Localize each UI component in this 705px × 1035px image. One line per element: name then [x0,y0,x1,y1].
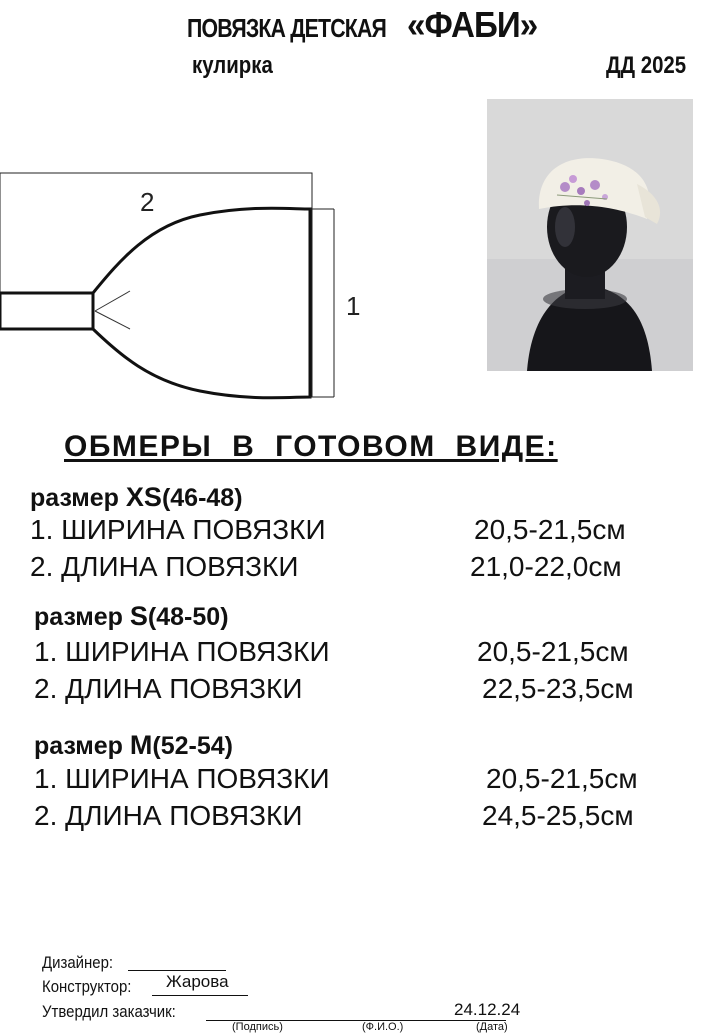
approved-label [42,1002,194,1022]
row-value: 20,5-21,5см [474,514,626,545]
row-label: 1. ШИРИНА ПОВЯЗКИ [34,763,330,794]
size-code: M [129,730,153,760]
date-value: 24.12.24 [454,1000,521,1019]
caption-signature: (Подпись) [232,1021,283,1033]
mannequin-photo [487,99,693,371]
sketch-body [93,208,310,398]
material-text: кулирка [192,52,273,79]
row-value: 20,5-21,5см [486,763,638,794]
designer-line [128,970,226,971]
size-title-s [34,601,229,632]
sketch-frame-top [0,173,312,397]
material-label [192,52,287,80]
designer-label-text: Дизайнер: [42,953,114,972]
approved-label-text: Утвердил заказчик: [42,1002,176,1021]
designer-label [42,953,123,973]
size-code: XS [125,482,162,512]
row-value: 22,5-23,5см [482,673,634,704]
title-name: «ФАБИ» [407,4,538,45]
title-main: ПОВЯЗКА ДЕТСКАЯ [187,13,387,43]
caption-date: (Дата) [476,1021,508,1033]
measurements-heading: ОБМЕРЫ В ГОТОВОМ ВИДЕ: [64,430,558,463]
size-range: (46-48) [161,484,243,512]
row-value: 24,5-25,5см [482,800,634,831]
size-title-xs [30,482,243,513]
gather-line-bottom [95,311,130,329]
document-title [187,4,549,46]
row-label: 2. ДЛИНА ПОВЯЗКИ [30,551,299,582]
size-code: S [129,601,148,631]
model-code-text: ДД 2025 [606,52,687,79]
constructor-label-text: Конструктор: [42,977,132,996]
gather-line-top [95,291,130,311]
label-width: 1 [346,291,361,321]
size-prefix: размер [30,484,126,512]
size-title-m [34,730,233,761]
row-value: 20,5-21,5см [477,636,629,667]
size-prefix: размер [34,603,130,631]
size-range: (48-50) [147,603,229,631]
row-value: 21,0-22,0см [470,551,622,582]
size-range: (52-54) [152,732,233,760]
size-prefix: размер [34,732,130,760]
constructor-value: Жарова [166,972,229,991]
caption-name: (Ф.И.О.) [362,1021,404,1033]
constructor-label [42,977,144,997]
label-length: 2 [140,187,155,217]
constructor-line [152,995,248,996]
row-label: 1. ШИРИНА ПОВЯЗКИ [34,636,330,667]
row-label: 2. ДЛИНА ПОВЯЗКИ [34,800,303,831]
row-label: 2. ДЛИНА ПОВЯЗКИ [34,673,303,704]
product-photo [487,99,693,371]
row-label: 1. ШИРИНА ПОВЯЗКИ [30,514,326,545]
model-code [606,52,700,80]
headband-sketch [0,165,361,405]
sketch-band [0,293,93,329]
